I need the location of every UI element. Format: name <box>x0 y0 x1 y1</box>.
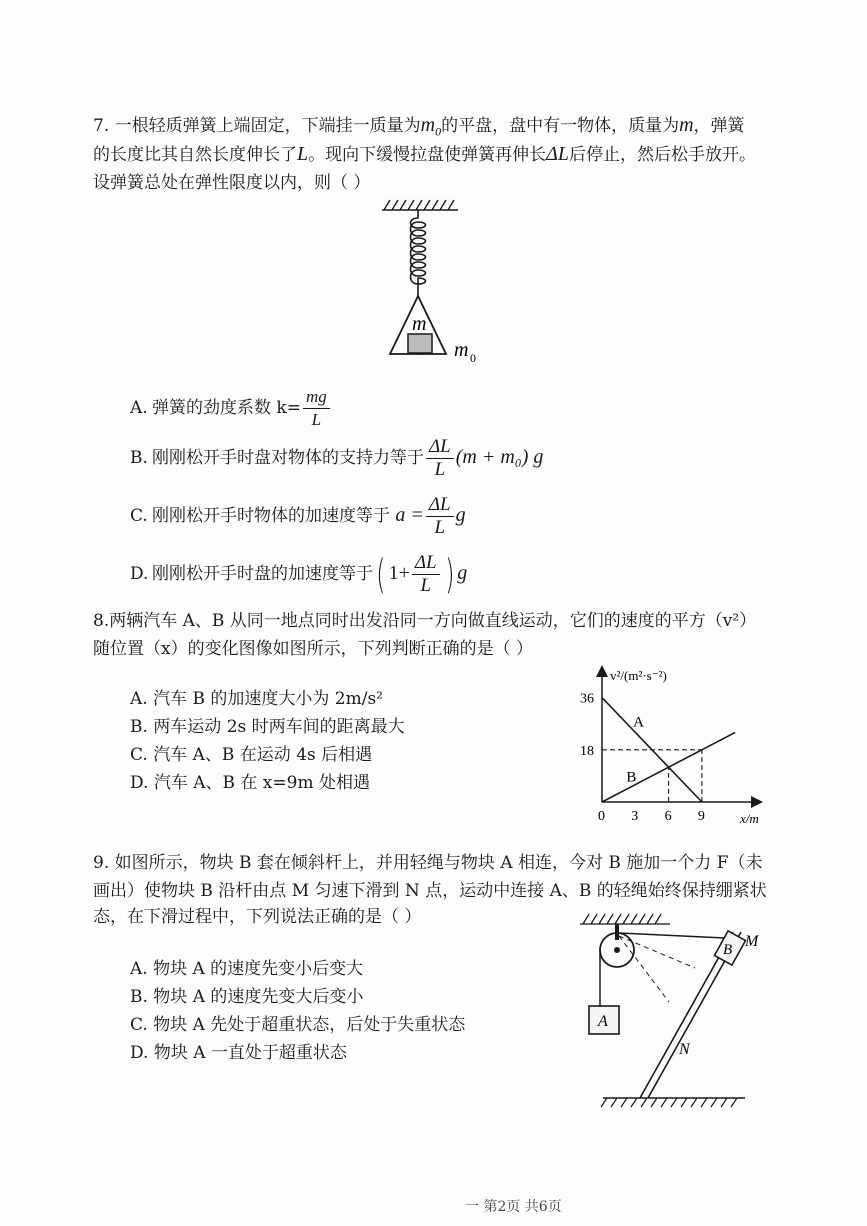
label-m0-sub: 0 <box>470 351 476 365</box>
label-A: A <box>598 1013 608 1030</box>
q9-line-1: 9. 如图所示，物块 B 套在倾斜杆上，并用轻绳与物块 A 相连，今对 B 施加一个力 F（未 <box>93 853 763 873</box>
page-footer: 一 第2页 共6页 <box>465 1199 562 1215</box>
series-label-A: A <box>633 714 644 731</box>
label-m: m <box>412 313 427 335</box>
pulley-rod-figure <box>575 910 785 1110</box>
q8-option-a[interactable]: A. 汽车 B 的加速度大小为 2m/s² <box>130 689 383 709</box>
q7-option-a[interactable]: A. 弹簧的劲度系数 k= $\frac{mg}{L}$ <box>130 386 332 431</box>
spring-figure <box>370 196 500 366</box>
series-label-B: B <box>626 769 637 786</box>
ceiling-hatch <box>382 200 458 210</box>
q8-option-c[interactable]: C. 汽车 A、B 在运动 4s 后相遇 <box>130 745 373 765</box>
x-tick-0: 0 <box>598 809 605 824</box>
label-N: N <box>679 1041 690 1058</box>
x-tick-3: 3 <box>631 809 639 824</box>
q7-option-c[interactable]: C. 刚刚松开手时物体的加速度等于 a = $\frac{\Delta L}{L}$ g <box>130 494 466 538</box>
q7-option-b[interactable]: B. 刚刚松开手时盘对物体的支持力等于 $\frac{\Delta L}{L}$ (m + m₀) g <box>130 436 544 480</box>
y-axis-label: v²/(m²·s⁻²) <box>610 668 667 683</box>
q8-option-d[interactable]: D. 汽车 A、B 在 x=9m 处相遇 <box>130 773 370 793</box>
q7-line-2: 的长度比其自然长度伸长了L。现向下缓慢拉盘使弹簧再伸长ΔL后停止，然后松手放开。 <box>93 143 756 165</box>
y-tick-18: 18 <box>580 743 594 759</box>
block-m <box>408 334 432 353</box>
q8-line-1: 8.两辆汽车 A、B 从同一地点同时出发沿同一方向做直线运动，它们的速度的平方（v²） <box>93 611 757 631</box>
ceiling-hatch-q9 <box>580 914 670 924</box>
q7-line-3: 设弹簧总处在弹性限度以内，则（ ） <box>93 173 371 193</box>
x-tick-6: 6 <box>664 809 672 824</box>
label-B: B <box>723 942 733 958</box>
q9-option-d[interactable]: D. 物块 A 一直处于超重状态 <box>130 1043 347 1063</box>
y-tick-36: 36 <box>580 691 594 707</box>
x-tick-9: 9 <box>697 809 705 824</box>
q8-option-b[interactable]: B. 两车运动 2s 时两车间的距离最大 <box>130 717 405 737</box>
x-axis-label: x/m <box>740 811 759 826</box>
q8-line-2: 随位置（x）的变化图像如图所示，下列判断正确的是（ ） <box>93 639 533 659</box>
rope-to-B <box>619 933 725 938</box>
v2-x-chart <box>560 660 780 830</box>
q7-option-d[interactable]: D. 刚刚松开手时盘的加速度等于( 1+ $\frac{\Delta L}{L}$ ) g <box>130 551 468 598</box>
q9-line-3: 态，在下滑过程中，下列说法正确的是（ ） <box>93 907 422 927</box>
q9-line-2: 画出）使物块 B 沿杆由点 M 匀速下滑到 N 点，运动中连接 A、B 的轻绳始终保持绷紧状 <box>93 881 767 901</box>
label-M: M <box>745 933 759 950</box>
q9-option-c[interactable]: C. 物块 A 先处于超重状态，后处于失重状态 <box>130 1015 466 1035</box>
q9-option-b[interactable]: B. 物块 A 的速度先变大后变小 <box>130 987 364 1007</box>
label-m0: m <box>454 339 469 361</box>
q9-option-a[interactable]: A. 物块 A 的速度先变小后变大 <box>130 959 364 979</box>
q7-line-1: 7. 一根轻质弹簧上端固定，下端挂一质量为$m_0$的平盘，盘中有一物体，质量为m，弹簧 <box>93 114 745 139</box>
spring-coil <box>411 210 426 296</box>
